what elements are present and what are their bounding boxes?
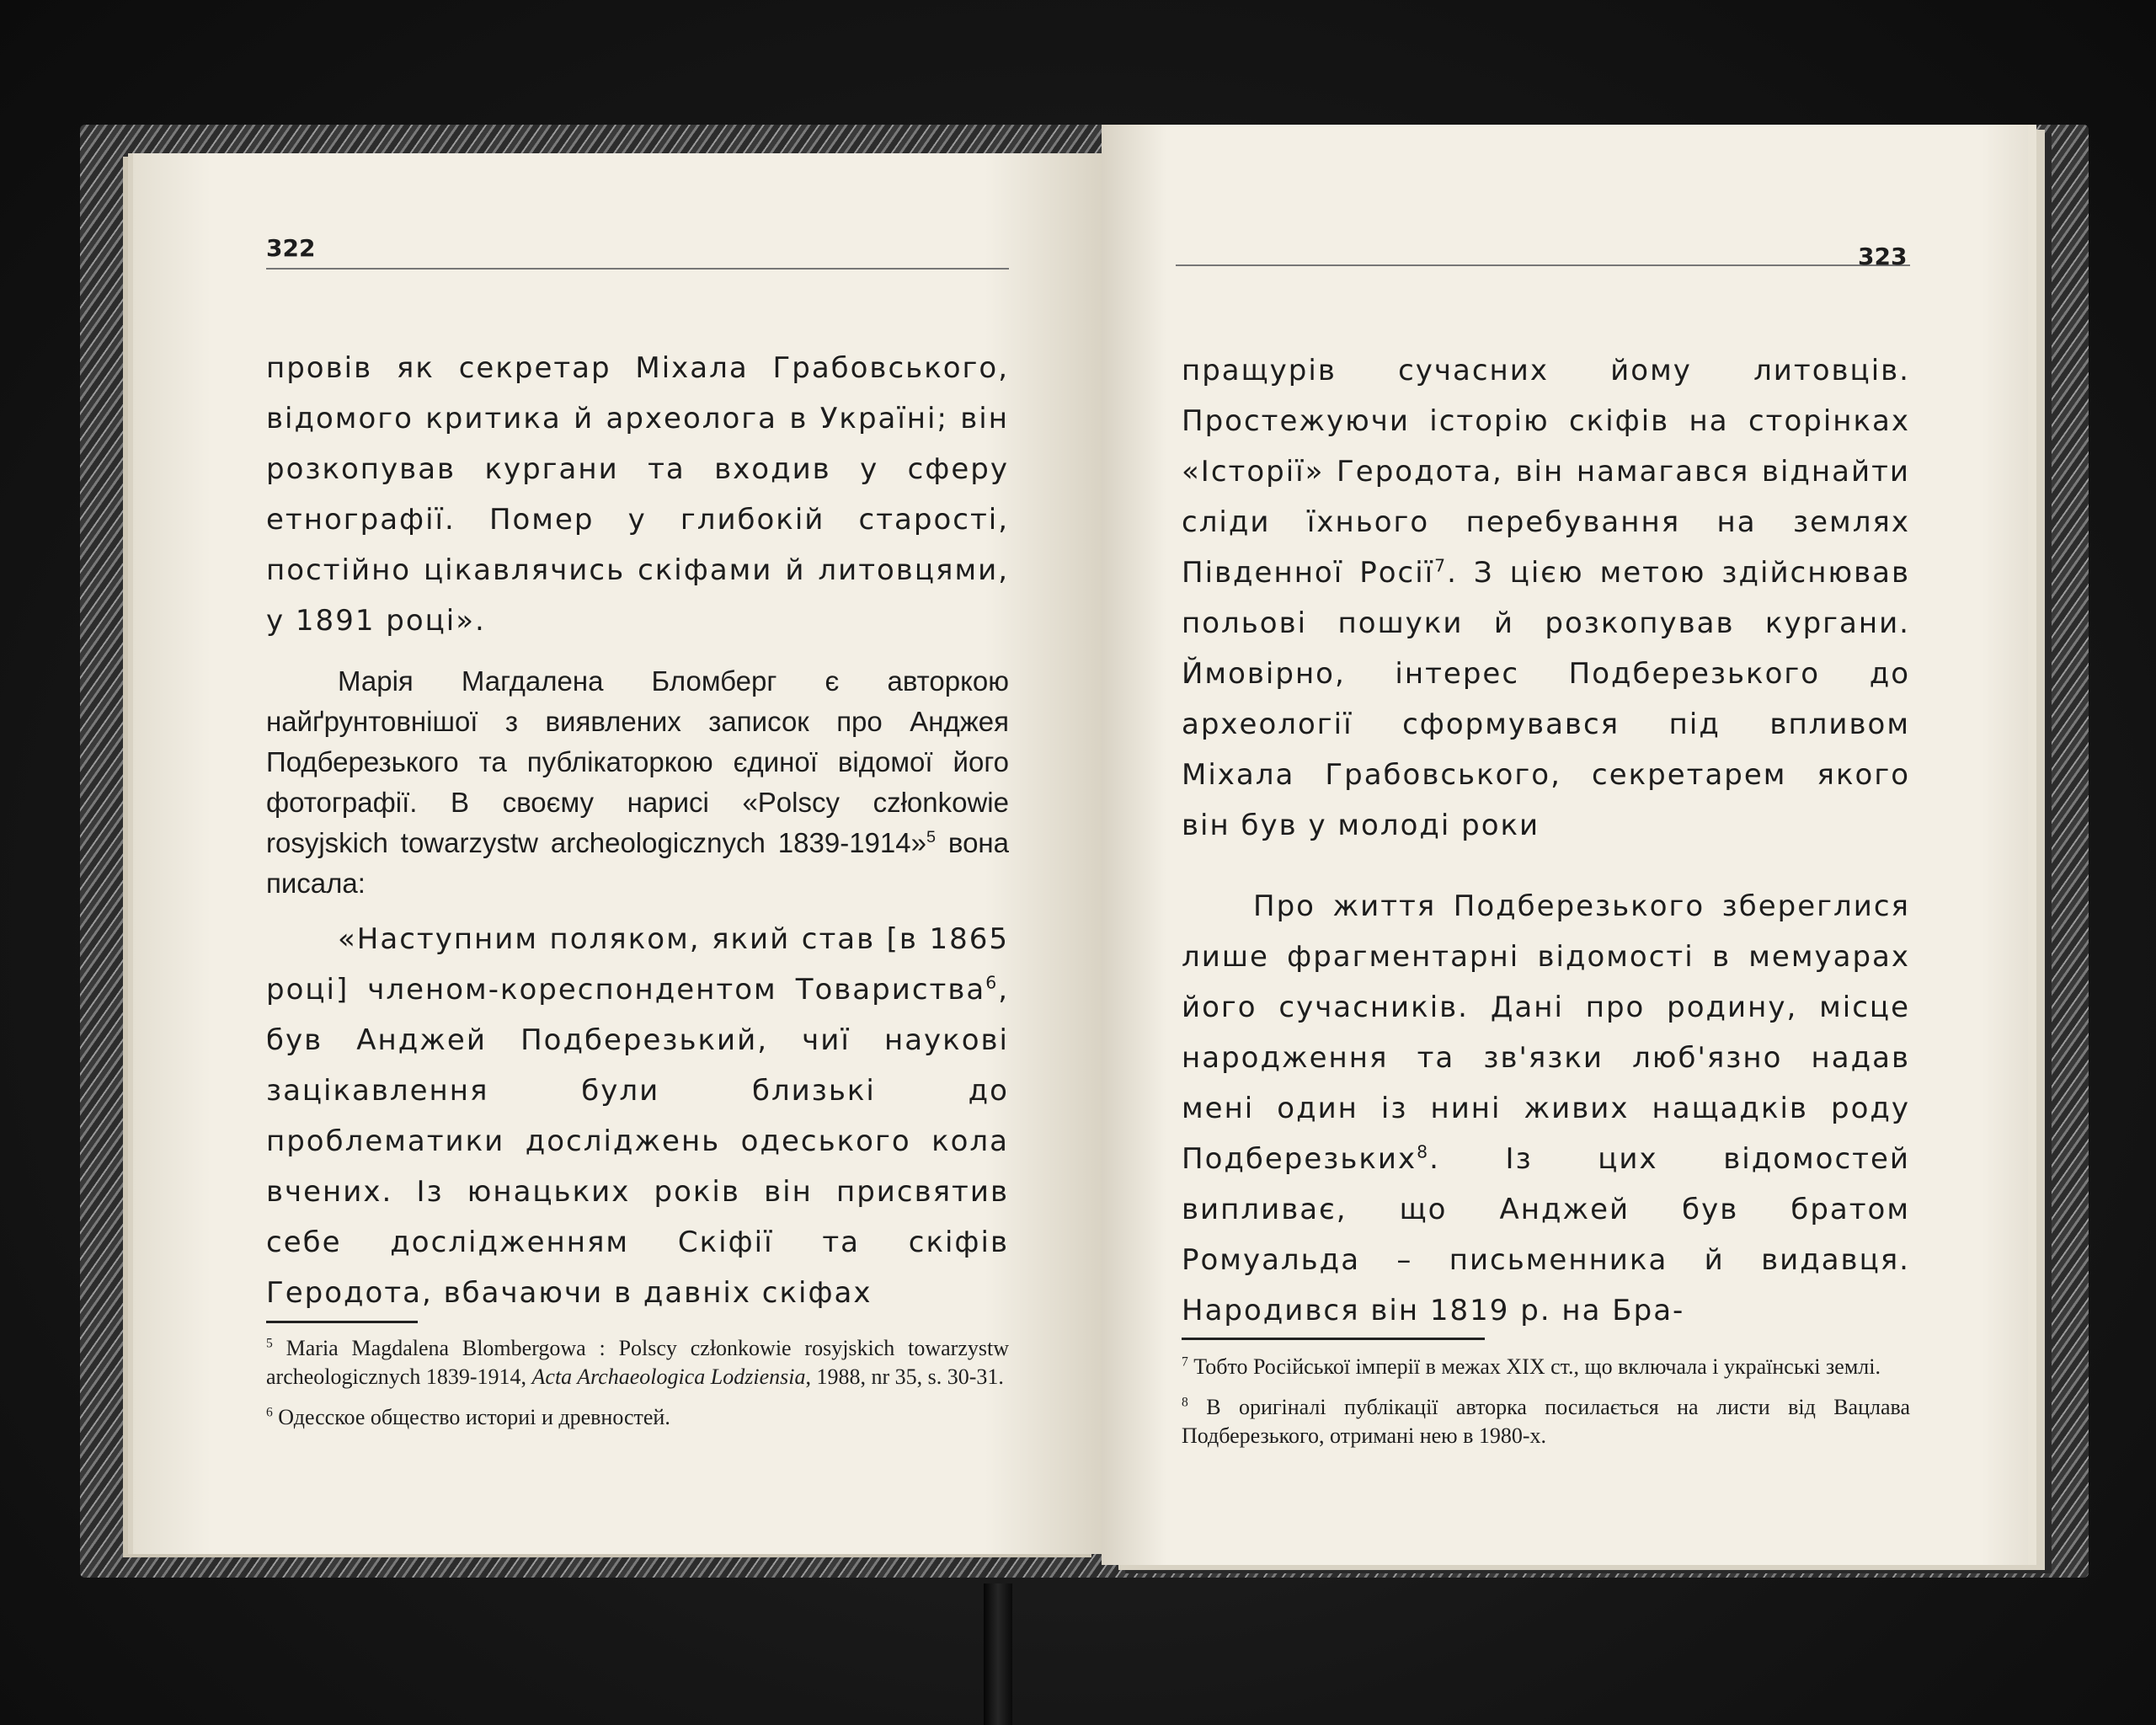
footnote-5-text-b: , 1988, nr 35, s. 30-31. (805, 1365, 1004, 1389)
left-paragraph-2-text: Марія Магдалена Бломберг є авторкою найґрунтовнішої з виявлених записок про Анджея Подберезького та публікаторкою єдиної відомої його фотографії. В своєму нарисі «Polscy członkowie rosyjskich towarzystw archeologicznych 1839-1914» (266, 665, 1009, 858)
left-paragraph-1: провів як секретар Міхала Грабовського, відомого критика й археолога в Україні; він розкопував кургани та входив у сферу етнографії. Помер у глибокій старості, постійно цікавлячись скіфами й литовцями, у 1891 році». (266, 351, 1009, 638)
footnote-6 (266, 1403, 1009, 1432)
right-page (1102, 125, 2028, 1565)
left-quote-text-b: , був Анджей Подберезький, чиї наукові зацікавлення були близькі до проблематики досліджень одеського кола вчених. Із юнацьких років він присвятив себе дослідженням Скіфії та скіфів Геродота, вбачаючи в давніх скіфах (266, 973, 1009, 1310)
right-footnotes (1182, 1353, 1910, 1462)
left-paragraph-2 (266, 661, 1009, 904)
footnote-7-text: Тобто Російської імперії в межах XIX ст., що включала і українські землі. (1193, 1354, 1881, 1379)
footnote-5-journal: Acta Archaeologica Lodziensia (531, 1365, 806, 1389)
footnote-8-number: 8 (1182, 1395, 1188, 1410)
footnote-8 (1182, 1393, 1910, 1450)
footnote-rule-right (1182, 1338, 1485, 1340)
footnote-7 (1182, 1353, 1910, 1381)
footnote-ref-7: 7 (1434, 555, 1448, 576)
right-paragraph-1-text-b: . З цією метою здійснював польові пошуки й розкопував кургани. Ймовірно, інтерес Подберезького до археології сформувався під впливом Міхала Грабовського, секретарем якого він був у молоді роки (1182, 556, 1910, 842)
footnote-6-number: 6 (266, 1405, 273, 1420)
right-paragraph-1-text-a: пращурів сучасних йому литовців. Простежуючи історію скіфів на сторінках «Історії» Геродота, він намагався віднайти сліди їхнього перебування на землях Південної Росії (1182, 354, 1910, 590)
footnote-7-number: 7 (1182, 1354, 1188, 1370)
left-quote (266, 914, 1009, 1318)
right-paragraph-2-text-b: . Із цих відомостей випливає, що Анджей був братом Ромуальда – письменника й видавця. Народився він 1819 р. на Бра- (1182, 1142, 1910, 1327)
footnote-rule-left (266, 1321, 418, 1323)
page-number-right: 323 (1858, 243, 1908, 270)
footnote-ref-6: 6 (985, 972, 999, 993)
bookmark-ribbon (984, 1583, 1012, 1725)
footnote-5-number: 5 (266, 1336, 273, 1351)
footnote-6-text: Одесское общество историі и древностей. (278, 1405, 670, 1429)
left-body-text (266, 343, 1009, 1318)
header-rule-right (1176, 264, 1910, 266)
page-number-left: 322 (266, 234, 316, 262)
right-paragraph-2-text-a: Про життя Подберезького збереглися лише фрагментарні відомості в мемуарах його сучасників. Дані про родину, місце народження та зв'язки люб'язно надав мені один із нині живих нащадків роду Подберезьких (1182, 889, 1910, 1176)
footnote-5 (266, 1334, 1009, 1391)
footnote-8-text: В оригіналі публікації авторка посилається на листи від Вацлава Подберезького, отримані нею в 1980-х. (1182, 1395, 1911, 1448)
left-quote-text-a: «Наступним поляком, який став [в 1865 році] членом-кореспондентом Товариства (266, 922, 1009, 1007)
left-footnotes (266, 1334, 1009, 1444)
right-paragraph-1 (1182, 345, 1910, 851)
footnote-5-text-a: Maria Magdalena Blombergowa : Polscy członkowie rosyjskich towarzystw archeologicznych 1839-1914, (266, 1336, 1009, 1389)
footnote-ref-8: 8 (1417, 1141, 1430, 1162)
right-body-text (1182, 345, 1910, 1336)
footnote-ref-5: 5 (926, 828, 936, 846)
header-rule-left (266, 268, 1009, 270)
right-paragraph-2 (1182, 881, 1910, 1336)
left-page (133, 153, 1102, 1554)
left-paragraph-2-end: вона писала: (266, 827, 1009, 899)
